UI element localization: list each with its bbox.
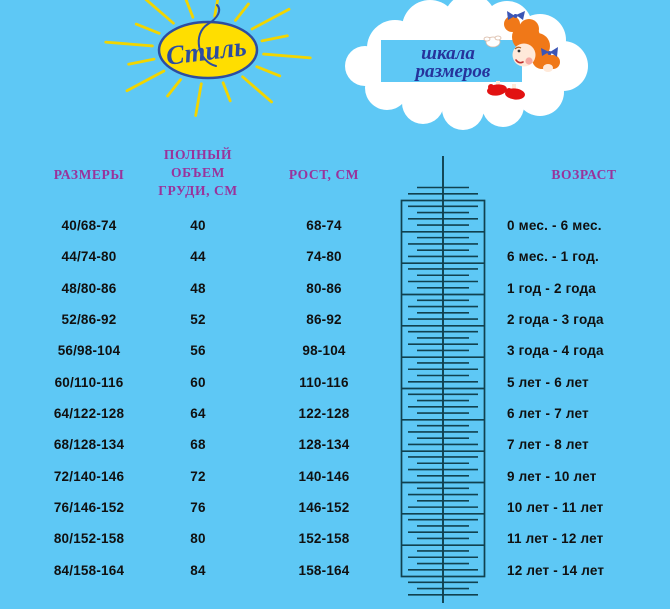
header-chest-line3: ГРУДИ, СМ: [158, 183, 238, 198]
table-cell-height: 128-134: [298, 437, 350, 453]
table-cell-age: 6 мес. - 1 год.: [507, 249, 599, 265]
table-cell-chest: 44: [190, 249, 206, 265]
table-cell-age: 10 лет - 11 лет: [507, 500, 604, 516]
header-height: РОСТ, СМ: [288, 167, 360, 182]
table-cell-chest: 68: [190, 437, 206, 453]
table-cell-chest: 56: [190, 343, 206, 359]
table-cell-age: 2 года - 3 года: [507, 312, 604, 328]
banner-title-line1: шкала: [421, 43, 475, 64]
column-sizes: [0, 210, 178, 586]
table-cell-age: 5 лет - 6 лет: [507, 374, 589, 390]
table-cell-age: 12 лет - 14 лет: [507, 562, 605, 578]
table-cell-chest: 72: [190, 468, 206, 484]
growth-ruler-icon: [385, 150, 505, 609]
table-cell-height: 86-92: [306, 312, 342, 328]
table-cell-sizes: 52/86-92: [61, 312, 117, 328]
banner-title-line2: размеров: [415, 61, 491, 82]
table-cell-chest: 80: [190, 531, 206, 547]
header-chest-line1: ПОЛНЫЙ: [163, 147, 233, 162]
table-cell-chest: 64: [190, 406, 206, 422]
girl-face: [513, 44, 536, 67]
header-chest: [138, 146, 258, 200]
table-cell-age: 0 мес. - 6 мес.: [507, 218, 602, 234]
table-cell-chest: 40: [190, 218, 206, 234]
table-cell-sizes: 40/68-74: [61, 218, 117, 234]
table-cell-sizes: 48/80-86: [61, 280, 117, 296]
table-cell-height: 80-86: [306, 280, 342, 296]
table-cell-sizes: 64/122-128: [53, 406, 125, 422]
table-cell-age: 3 года - 4 года: [507, 343, 604, 359]
table-cell-sizes: 56/98-104: [57, 343, 121, 359]
table-cell-height: 98-104: [302, 343, 346, 359]
header-chest-line2: ОБЪЕМ: [171, 165, 225, 180]
column-height: [254, 210, 394, 586]
table-cell-chest: 48: [190, 280, 206, 296]
header-sizes: РАЗМЕРЫ: [53, 167, 125, 182]
table-cell-sizes: 68/128-134: [53, 437, 125, 453]
table-cell-sizes: 72/140-146: [53, 468, 125, 484]
sun-logo: [98, 0, 318, 128]
logo-monogram: Стиль: [164, 31, 248, 71]
table-cell-age: 1 год - 2 года: [507, 280, 596, 296]
table-cell-age: 7 лет - 8 лет: [507, 437, 589, 453]
table-cell-chest: 76: [190, 500, 206, 516]
table-cell-chest: 60: [190, 374, 206, 390]
table-cell-sizes: 76/146-152: [53, 500, 125, 516]
table-cell-height: 122-128: [298, 406, 350, 422]
table-cell-height: 110-116: [299, 374, 349, 390]
table-cell-height: 74-80: [306, 249, 342, 265]
table-cell-height: 146-152: [298, 500, 350, 516]
header-age: ВОЗРАСТ: [551, 167, 617, 182]
column-chest: [158, 210, 238, 586]
table-cell-sizes: 84/158-164: [53, 562, 125, 578]
table-cell-sizes: 60/110-116: [54, 374, 124, 390]
table-cell-height: 68-74: [306, 218, 342, 234]
table-cell-age: 9 лет - 10 лет: [507, 468, 597, 484]
table-cell-age: 11 лет - 12 лет: [507, 531, 604, 547]
table-cell-height: 140-146: [298, 468, 350, 484]
table-cell-height: 152-158: [298, 531, 350, 547]
table-cell-sizes: 44/74-80: [61, 249, 117, 265]
table-cell-sizes: 80/152-158: [53, 531, 125, 547]
column-age: [507, 210, 670, 586]
table-cell-height: 158-164: [298, 562, 350, 578]
table-cell-chest: 84: [190, 562, 206, 578]
table-cell-age: 6 лет - 7 лет: [507, 406, 589, 422]
cloud-banner: [335, 0, 595, 130]
table-cell-chest: 52: [190, 312, 206, 328]
